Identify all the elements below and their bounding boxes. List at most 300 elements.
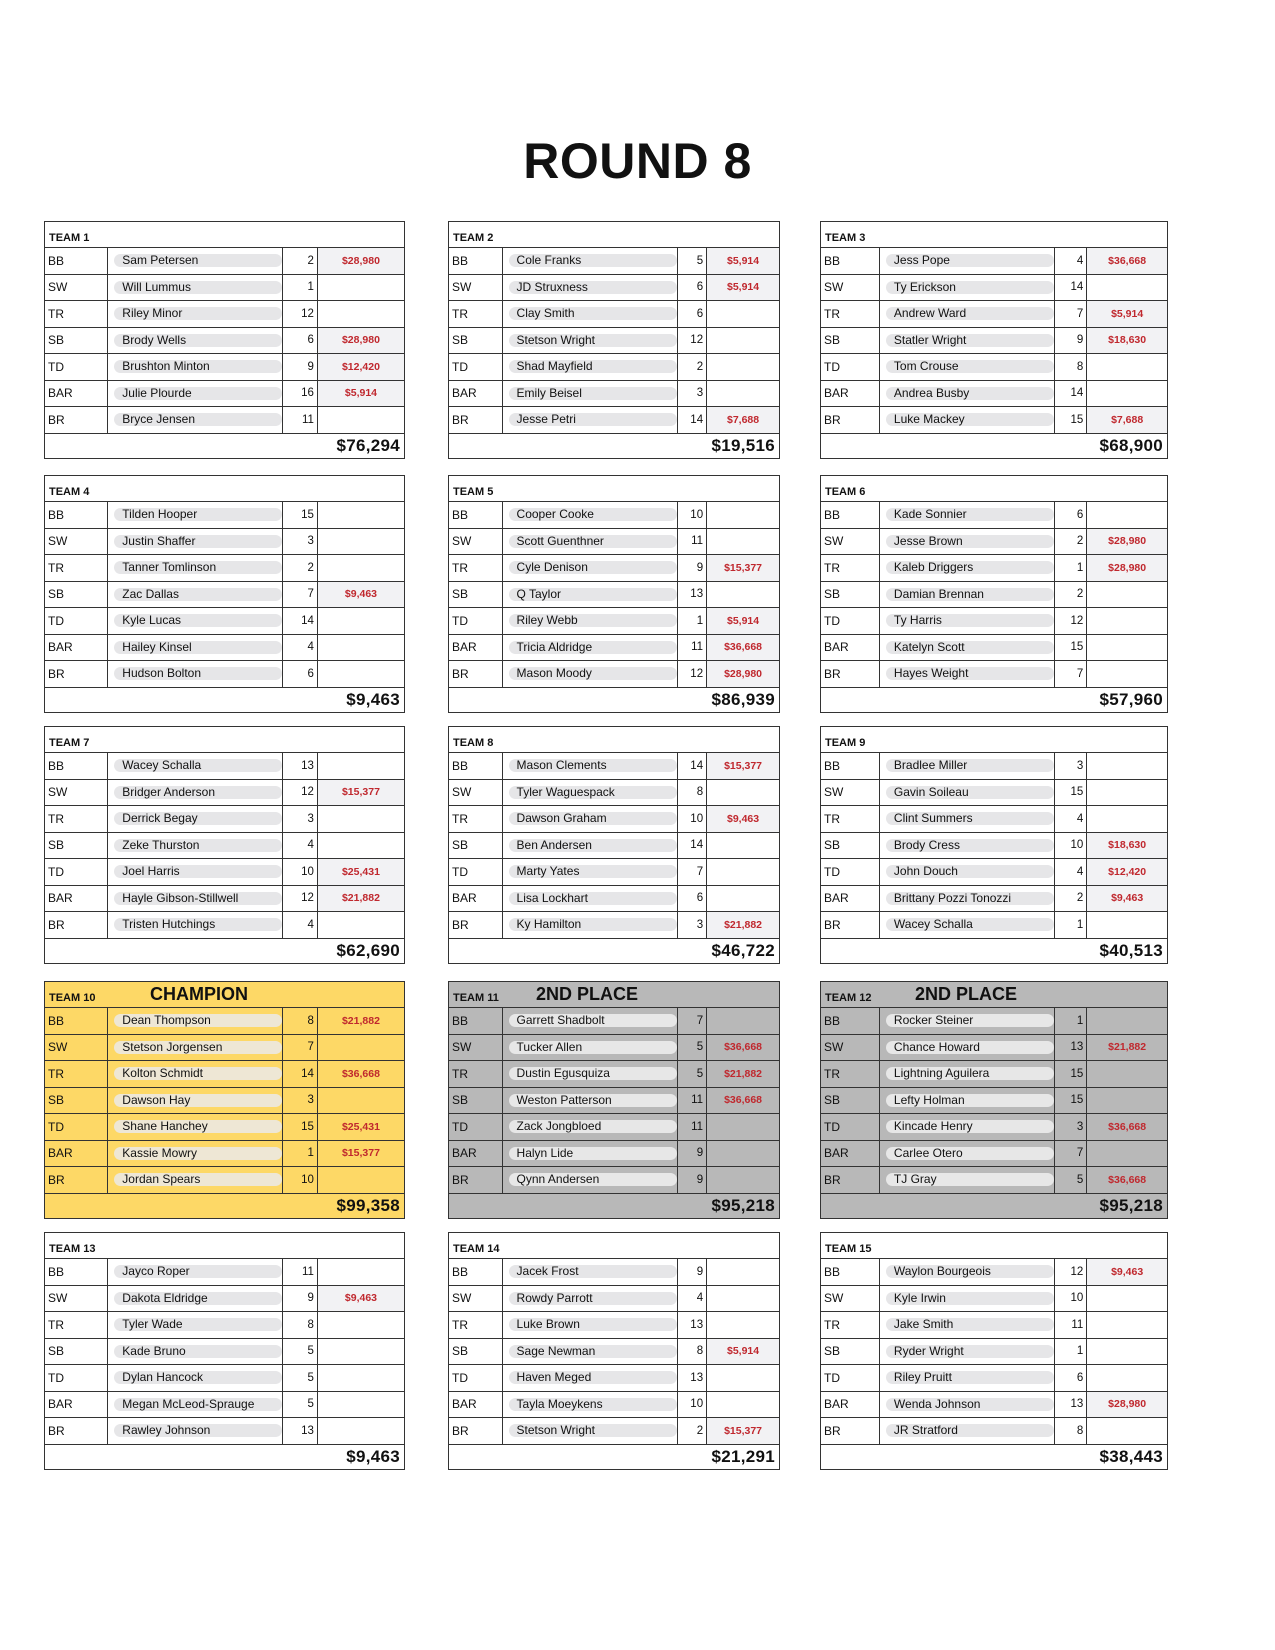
- team-row: [449, 780, 779, 807]
- team-row: [45, 1365, 404, 1392]
- payout-amount: $9,463: [1087, 1259, 1167, 1285]
- team-total: $68,900: [1099, 435, 1163, 455]
- contestant-rank: 15: [1055, 407, 1087, 433]
- contestant-cell: [108, 1286, 283, 1312]
- contestant-name: JR Stratford: [886, 1424, 1054, 1437]
- contestant-rank: 2: [678, 354, 708, 380]
- event-code: TD: [821, 354, 880, 380]
- team-row: [45, 328, 404, 355]
- team-label: TEAM 1: [49, 232, 90, 244]
- team-row: [449, 912, 779, 939]
- contestant-rank: 2: [1055, 582, 1087, 608]
- contestant-rank: 2: [1055, 886, 1087, 912]
- team-row: [821, 635, 1167, 662]
- contestant-name: Sam Petersen: [114, 254, 282, 267]
- contestant-name: Bridger Anderson: [114, 786, 282, 799]
- team-label: TEAM 4: [49, 486, 90, 498]
- contestant-cell: [108, 1339, 283, 1365]
- team-row: [45, 275, 404, 302]
- contestant-rank: 2: [283, 248, 318, 274]
- event-code: BB: [449, 1008, 503, 1034]
- payout-amount: $18,630: [1087, 833, 1167, 859]
- event-code: TD: [45, 1114, 108, 1140]
- team-row: [449, 275, 779, 302]
- team-row: [45, 555, 404, 582]
- contestant-cell: [880, 1114, 1055, 1140]
- payout-amount: [1087, 1312, 1167, 1338]
- team-header: [449, 222, 779, 248]
- team-card: [44, 1232, 405, 1470]
- contestant-rank: 4: [678, 1286, 708, 1312]
- contestant-name: Stetson Wright: [509, 334, 677, 347]
- contestant-name: Jayco Roper: [114, 1265, 282, 1278]
- team-total: $9,463: [346, 1446, 400, 1466]
- team-row: [821, 301, 1167, 328]
- team-row: [449, 608, 779, 635]
- contestant-name: Megan McLeod-Sprauge: [114, 1398, 282, 1411]
- contestant-name: Ben Andersen: [509, 839, 677, 852]
- team-row: [449, 1365, 779, 1392]
- team-row: [45, 806, 404, 833]
- contestant-name: Waylon Bourgeois: [886, 1265, 1054, 1278]
- team-row: [45, 886, 404, 913]
- payout-amount: $36,668: [1087, 1114, 1167, 1140]
- contestant-cell: [503, 1392, 678, 1418]
- team-row: [449, 1061, 779, 1088]
- team-row: [821, 1312, 1167, 1339]
- team-row: [821, 1392, 1167, 1419]
- event-code: SW: [449, 529, 503, 555]
- event-code: BR: [449, 912, 503, 938]
- contestant-cell: [108, 1114, 283, 1140]
- contestant-rank: 3: [283, 529, 318, 555]
- event-code: TD: [45, 608, 108, 634]
- payout-amount: [1087, 661, 1167, 687]
- contestant-cell: [503, 1339, 678, 1365]
- payout-amount: $28,980: [1087, 529, 1167, 555]
- team-card: [820, 1232, 1168, 1470]
- contestant-rank: 14: [678, 753, 708, 779]
- contestant-cell: [880, 833, 1055, 859]
- team-row: [821, 1365, 1167, 1392]
- team-total: $99,358: [336, 1195, 400, 1215]
- contestant-name: Jesse Brown: [886, 535, 1054, 548]
- contestant-cell: [108, 1259, 283, 1285]
- contestant-cell: [108, 661, 283, 687]
- contestant-name: Tyler Wade: [114, 1318, 282, 1331]
- contestant-rank: 11: [283, 1259, 318, 1285]
- contestant-name: Jake Smith: [886, 1318, 1054, 1331]
- contestant-name: Derrick Begay: [114, 812, 282, 825]
- event-code: SB: [45, 1339, 108, 1365]
- contestant-cell: [503, 1114, 678, 1140]
- payout-amount: [1087, 1061, 1167, 1087]
- contestant-cell: [503, 859, 678, 885]
- payout-amount: [318, 275, 404, 301]
- contestant-cell: [503, 886, 678, 912]
- team-row: [45, 529, 404, 556]
- payout-amount: [707, 1259, 779, 1285]
- payout-amount: [1087, 753, 1167, 779]
- team-header: [821, 476, 1167, 502]
- payout-amount: $25,431: [318, 859, 404, 885]
- contestant-rank: 6: [678, 275, 708, 301]
- contestant-rank: 11: [678, 635, 708, 661]
- contestant-cell: [880, 1339, 1055, 1365]
- team-header: [821, 982, 1167, 1008]
- team-label: TEAM 7: [49, 737, 90, 749]
- team-total: $46,722: [711, 940, 775, 960]
- event-code: BAR: [449, 635, 503, 661]
- payout-amount: [318, 806, 404, 832]
- event-code: BAR: [45, 1392, 108, 1418]
- contestant-name: Tricia Aldridge: [509, 641, 677, 654]
- team-row: [45, 1008, 404, 1035]
- team-row: [449, 833, 779, 860]
- contestant-name: Jess Pope: [886, 254, 1054, 267]
- payout-amount: [1087, 1339, 1167, 1365]
- payout-amount: [1087, 1286, 1167, 1312]
- contestant-rank: 1: [1055, 912, 1087, 938]
- event-code: BR: [821, 1418, 880, 1444]
- contestant-name: Luke Brown: [509, 1318, 677, 1331]
- event-code: BAR: [449, 886, 503, 912]
- contestant-name: Haven Meged: [509, 1371, 677, 1384]
- team-total: $62,690: [336, 940, 400, 960]
- team-label: TEAM 14: [453, 1243, 500, 1255]
- contestant-rank: 1: [1055, 1008, 1087, 1034]
- contestant-rank: 4: [283, 635, 318, 661]
- payout-amount: $9,463: [318, 1286, 404, 1312]
- team-row: [449, 1259, 779, 1286]
- contestant-cell: [108, 301, 283, 327]
- contestant-rank: 6: [283, 328, 318, 354]
- contestant-cell: [108, 1365, 283, 1391]
- event-code: BR: [449, 407, 503, 433]
- contestant-cell: [503, 1312, 678, 1338]
- payout-amount: [707, 1286, 779, 1312]
- team-label: TEAM 15: [825, 1243, 872, 1255]
- contestant-cell: [880, 806, 1055, 832]
- team-row: [45, 833, 404, 860]
- payout-amount: $21,882: [318, 886, 404, 912]
- contestant-rank: 8: [1055, 354, 1087, 380]
- team-row: [449, 1312, 779, 1339]
- contestant-cell: [503, 1035, 678, 1061]
- event-code: BB: [45, 1008, 108, 1034]
- event-code: TR: [45, 1061, 108, 1087]
- contestant-rank: 6: [678, 301, 708, 327]
- payout-amount: [318, 529, 404, 555]
- contestant-name: Kade Sonnier: [886, 508, 1054, 521]
- contestant-cell: [503, 1061, 678, 1087]
- contestant-rank: 14: [1055, 381, 1087, 407]
- payout-amount: $36,668: [1087, 1167, 1167, 1193]
- contestant-name: Tanner Tomlinson: [114, 561, 282, 574]
- contestant-name: Marty Yates: [509, 865, 677, 878]
- team-label: TEAM 9: [825, 737, 866, 749]
- team-row: [821, 1008, 1167, 1035]
- contestant-cell: [503, 753, 678, 779]
- contestant-cell: [108, 1392, 283, 1418]
- contestant-rank: 3: [678, 381, 708, 407]
- team-row: [449, 1418, 779, 1445]
- payout-amount: $25,431: [318, 1114, 404, 1140]
- event-code: BR: [45, 912, 108, 938]
- contestant-name: Jordan Spears: [114, 1173, 282, 1186]
- contestant-name: Emily Beisel: [509, 387, 677, 400]
- place-label: 2ND PLACE: [536, 984, 639, 1004]
- team-row: [821, 806, 1167, 833]
- team-row: [449, 301, 779, 328]
- contestant-name: Chance Howard: [886, 1041, 1054, 1054]
- contestant-rank: 7: [678, 1008, 708, 1034]
- event-code: SW: [449, 275, 503, 301]
- team-row: [821, 529, 1167, 556]
- event-code: TR: [449, 301, 503, 327]
- contestant-cell: [108, 1418, 283, 1444]
- team-card: [820, 726, 1168, 964]
- event-code: TR: [821, 1312, 880, 1338]
- payout-amount: [707, 780, 779, 806]
- team-label: TEAM 5: [453, 486, 494, 498]
- payout-amount: $28,980: [707, 661, 779, 687]
- contestant-rank: 2: [1055, 529, 1087, 555]
- contestant-cell: [503, 381, 678, 407]
- contestant-rank: 7: [283, 1035, 318, 1061]
- payout-amount: $7,688: [1087, 407, 1167, 433]
- contestant-rank: 8: [283, 1008, 318, 1034]
- event-code: BAR: [449, 1392, 503, 1418]
- team-label: TEAM 6: [825, 486, 866, 498]
- event-code: TD: [45, 859, 108, 885]
- contestant-name: Dustin Egusquiza: [509, 1067, 677, 1080]
- payout-amount: $28,980: [1087, 555, 1167, 581]
- event-code: BB: [45, 248, 108, 274]
- contestant-rank: 12: [1055, 608, 1087, 634]
- team-row: [45, 780, 404, 807]
- contestant-name: Dawson Graham: [509, 812, 677, 825]
- team-row: [45, 608, 404, 635]
- contestant-cell: [880, 555, 1055, 581]
- payout-amount: $15,377: [707, 555, 779, 581]
- event-code: SW: [45, 1035, 108, 1061]
- contestant-name: John Douch: [886, 865, 1054, 878]
- contestant-rank: 13: [1055, 1392, 1087, 1418]
- contestant-name: Garrett Shadbolt: [509, 1014, 677, 1027]
- team-row: [821, 1088, 1167, 1115]
- payout-amount: [707, 529, 779, 555]
- team-row: [45, 753, 404, 780]
- contestant-cell: [503, 806, 678, 832]
- contestant-cell: [880, 1141, 1055, 1167]
- team-row: [821, 1114, 1167, 1141]
- team-row: [449, 328, 779, 355]
- contestant-cell: [503, 529, 678, 555]
- event-code: TR: [45, 1312, 108, 1338]
- contestant-rank: 1: [1055, 1339, 1087, 1365]
- payout-amount: [1087, 806, 1167, 832]
- contestant-name: Wacey Schalla: [886, 918, 1054, 931]
- payout-amount: $15,377: [707, 1418, 779, 1444]
- team-row: [821, 381, 1167, 408]
- event-code: BAR: [821, 635, 880, 661]
- payout-amount: $36,668: [318, 1061, 404, 1087]
- contestant-cell: [503, 248, 678, 274]
- contestant-cell: [880, 1365, 1055, 1391]
- team-row: [821, 1259, 1167, 1286]
- payout-amount: [1087, 912, 1167, 938]
- team-row: [45, 1392, 404, 1419]
- team-row: [821, 912, 1167, 939]
- payout-amount: $36,668: [707, 1035, 779, 1061]
- payout-amount: $28,980: [318, 328, 404, 354]
- team-header: [821, 222, 1167, 248]
- payout-amount: [707, 354, 779, 380]
- event-code: TD: [821, 1114, 880, 1140]
- contestant-name: Brody Cress: [886, 839, 1054, 852]
- contestant-rank: 5: [1055, 1167, 1087, 1193]
- contestant-name: Carlee Otero: [886, 1147, 1054, 1160]
- contestant-name: Ty Harris: [886, 614, 1054, 627]
- team-row: [45, 1259, 404, 1286]
- contestant-cell: [503, 1141, 678, 1167]
- contestant-rank: 3: [283, 1088, 318, 1114]
- contestant-name: Wacey Schalla: [114, 759, 282, 772]
- contestant-rank: 8: [1055, 1418, 1087, 1444]
- contestant-cell: [108, 859, 283, 885]
- contestant-cell: [108, 1088, 283, 1114]
- contestant-rank: 4: [1055, 248, 1087, 274]
- team-header: [821, 1233, 1167, 1259]
- payout-amount: [1087, 780, 1167, 806]
- payout-amount: [707, 301, 779, 327]
- team-total: $86,939: [711, 689, 775, 709]
- payout-amount: $21,882: [1087, 1035, 1167, 1061]
- contestant-rank: 6: [1055, 1365, 1087, 1391]
- team-row: [449, 661, 779, 688]
- contestant-cell: [880, 859, 1055, 885]
- event-code: BR: [449, 1167, 503, 1193]
- event-code: TR: [821, 301, 880, 327]
- team-row: [45, 248, 404, 275]
- event-code: BAR: [45, 886, 108, 912]
- contestant-rank: 14: [678, 407, 708, 433]
- payout-amount: [318, 912, 404, 938]
- contestant-cell: [108, 407, 283, 433]
- contestant-cell: [880, 381, 1055, 407]
- team-row: [449, 381, 779, 408]
- team-row: [449, 1088, 779, 1115]
- contestant-name: Kolton Schmidt: [114, 1067, 282, 1080]
- contestant-rank: 3: [1055, 1114, 1087, 1140]
- event-code: BR: [45, 1418, 108, 1444]
- contestant-name: Q Taylor: [509, 588, 677, 601]
- contestant-cell: [880, 407, 1055, 433]
- team-card: [820, 981, 1168, 1219]
- contestant-rank: 10: [1055, 1286, 1087, 1312]
- team-row: [449, 529, 779, 556]
- contestant-name: Weston Patterson: [509, 1094, 677, 1107]
- contestant-rank: 13: [283, 1418, 318, 1444]
- team-label: TEAM 8: [453, 737, 494, 749]
- team-row: [821, 407, 1167, 434]
- contestant-cell: [880, 1286, 1055, 1312]
- contestant-cell: [503, 1418, 678, 1444]
- event-code: BB: [821, 1259, 880, 1285]
- payout-amount: $9,463: [1087, 886, 1167, 912]
- payout-amount: [318, 1259, 404, 1285]
- payout-amount: [1087, 608, 1167, 634]
- team-total: $57,960: [1099, 689, 1163, 709]
- contestant-rank: 15: [1055, 1061, 1087, 1087]
- event-code: SB: [449, 833, 503, 859]
- contestant-rank: 13: [678, 582, 708, 608]
- contestant-name: Julie Plourde: [114, 387, 282, 400]
- event-code: TD: [821, 1365, 880, 1391]
- team-row: [821, 661, 1167, 688]
- contestant-rank: 14: [1055, 275, 1087, 301]
- event-code: TD: [449, 1114, 503, 1140]
- contestant-name: Lefty Holman: [886, 1094, 1054, 1107]
- contestant-cell: [880, 635, 1055, 661]
- contestant-cell: [880, 1088, 1055, 1114]
- contestant-cell: [503, 780, 678, 806]
- contestant-cell: [880, 912, 1055, 938]
- contestant-cell: [880, 1392, 1055, 1418]
- contestant-cell: [503, 1286, 678, 1312]
- event-code: SW: [45, 529, 108, 555]
- payout-amount: $21,882: [707, 912, 779, 938]
- payout-amount: $15,377: [318, 1141, 404, 1167]
- contestant-name: Hudson Bolton: [114, 667, 282, 680]
- contestant-rank: 12: [283, 780, 318, 806]
- contestant-rank: 10: [283, 859, 318, 885]
- event-code: TR: [821, 806, 880, 832]
- contestant-name: Brittany Pozzi Tonozzi: [886, 892, 1054, 905]
- event-code: BAR: [821, 381, 880, 407]
- team-row: [45, 1418, 404, 1445]
- team-row: [821, 1339, 1167, 1366]
- contestant-rank: 9: [678, 1167, 708, 1193]
- team-row: [821, 328, 1167, 355]
- team-label: TEAM 2: [453, 232, 494, 244]
- contestant-cell: [880, 1035, 1055, 1061]
- contestant-rank: 1: [283, 1141, 318, 1167]
- contestant-cell: [503, 407, 678, 433]
- payout-amount: [1087, 354, 1167, 380]
- event-code: BAR: [821, 1141, 880, 1167]
- contestant-cell: [880, 753, 1055, 779]
- contestant-name: Wenda Johnson: [886, 1398, 1054, 1411]
- contestant-name: Andrea Busby: [886, 387, 1054, 400]
- team-row: [45, 1088, 404, 1115]
- contestant-rank: 13: [1055, 1035, 1087, 1061]
- team-row: [449, 1286, 779, 1313]
- contestant-name: Mason Moody: [509, 667, 677, 680]
- contestant-rank: 5: [283, 1339, 318, 1365]
- payout-amount: [318, 833, 404, 859]
- contestant-cell: [880, 608, 1055, 634]
- contestant-name: Kyle Irwin: [886, 1292, 1054, 1305]
- contestant-name: Statler Wright: [886, 334, 1054, 347]
- contestant-rank: 8: [678, 780, 708, 806]
- payout-amount: $18,630: [1087, 328, 1167, 354]
- team-total: $9,463: [346, 689, 400, 709]
- payout-amount: [707, 1167, 779, 1193]
- contestant-rank: 9: [1055, 328, 1087, 354]
- contestant-cell: [880, 1061, 1055, 1087]
